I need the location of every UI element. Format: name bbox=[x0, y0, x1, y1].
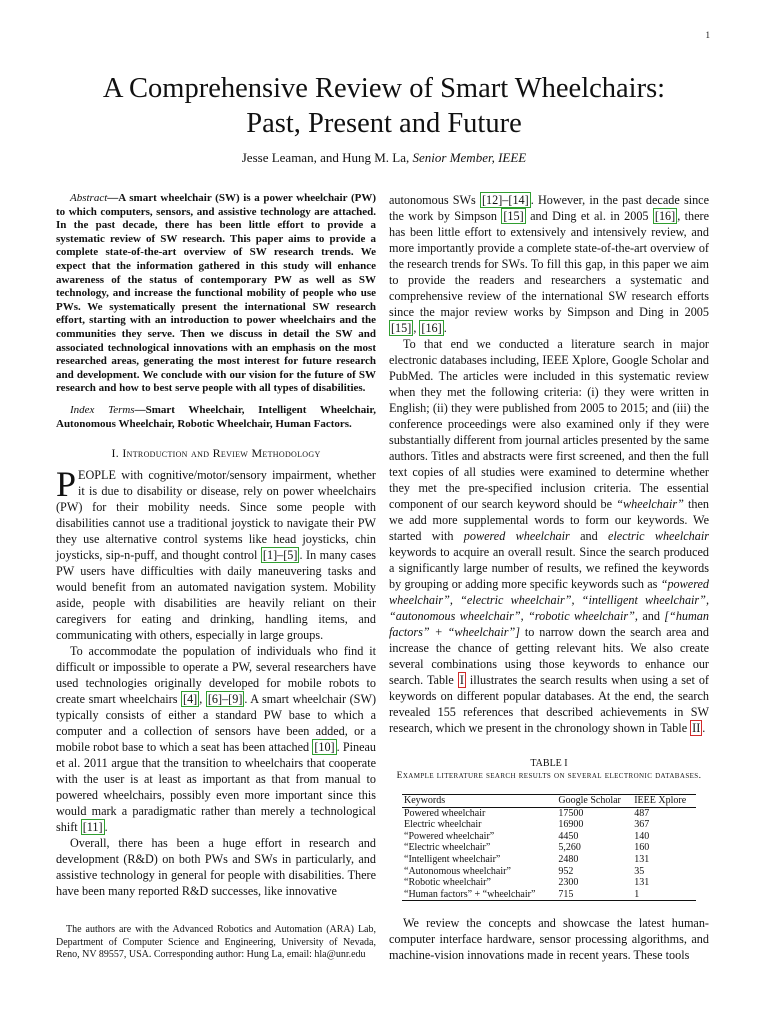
citation-link[interactable]: [11] bbox=[82, 820, 103, 835]
keyword: powered wheelchair bbox=[463, 529, 570, 543]
cell-ieee: 35 bbox=[634, 865, 645, 877]
index-terms-text: —Smart Wheelchair, Intelligent Wheelchair, Autonomous Wheelchair, Robotic Wheelchair, Human Factors. bbox=[56, 403, 376, 430]
author-membership: Senior Member, IEEE bbox=[412, 150, 527, 165]
table-row bbox=[402, 842, 696, 854]
table-row bbox=[402, 889, 696, 901]
p2-text-c: . A smart wheelchair (SW) typically consists of either a standard PW base to which a computer and a collection of sensors have been added, or a mobile robot base to which a seat has been attached bbox=[56, 692, 377, 755]
citation-link[interactable]: [15] bbox=[503, 209, 524, 223]
keyword: “powered wheelchair”, “electric wheelchair”, “intelligent wheelchair”, “autonomous wheelchair”, “robotic wheelchair” bbox=[389, 577, 709, 623]
keyword: “wheelchair” bbox=[616, 497, 684, 511]
cell-ieee: 131 bbox=[634, 853, 650, 865]
header-keywords: Keywords bbox=[402, 795, 556, 808]
search-results-table bbox=[402, 794, 696, 901]
right-paragraph-2 bbox=[389, 336, 709, 736]
table-row bbox=[402, 854, 696, 866]
r2-text-e: , and bbox=[634, 609, 665, 623]
r2-text-f: to narrow down the search area and increase the chance of getting relevant hits. We also create several combinations using those keywords to enhance our search. Table bbox=[389, 625, 709, 687]
intro-paragraph-3: Overall, there has been a huge effort in research and development (R&D) on both PWs and SWs in particularly, and assistive technology in general for people with disabilities. There have been many reported R&D successes, like innovative bbox=[56, 836, 376, 899]
r2-text-c: and bbox=[569, 529, 608, 543]
r1-text-a: autonomous SWs bbox=[389, 193, 480, 207]
paper-title bbox=[0, 71, 768, 141]
cell-keyword: “Human factors” + “wheelchair” bbox=[402, 889, 556, 901]
cell-ieee: 160 bbox=[634, 842, 650, 854]
p2-text-e: . bbox=[104, 820, 108, 835]
page-number: 1 bbox=[705, 30, 710, 40]
cell-ieee: 1 bbox=[632, 889, 696, 901]
table-row bbox=[402, 831, 696, 843]
intro-caps: EOPLE bbox=[78, 468, 116, 483]
cell-keyword: “Autonomous wheelchair” bbox=[404, 865, 511, 877]
table-row bbox=[402, 819, 696, 831]
citation-link[interactable]: [15] bbox=[391, 321, 412, 335]
author-footnote: The authors are with the Advanced Robotics and Automation (ARA) Lab, Department of Computer Science and Engineering, University of Nevada, Reno, NV 89557, USA. Corresponding author: Hung La, email: hla@unr.edu bbox=[56, 924, 376, 960]
abstract-lead: Abstract bbox=[70, 192, 108, 204]
r2-text-b: then we add more supplemental words to form our keywords. We started with bbox=[389, 497, 710, 543]
cell-google: 2480 bbox=[558, 853, 579, 865]
intro-p1-text: with cognitive/motor/sensory impairment, whether it is due to disability or disease, rely on power wheelchairs (PW) for their mobility needs. Since some people with disabilities cannot use a traditional joystick to navigate their PW they use alternative control systems like head joysticks, chin joysticks, sip-n-puff, and thought control bbox=[56, 468, 376, 563]
cell-ieee: 487 bbox=[634, 807, 650, 819]
p2-text-d: . Pineau et al. 2011 argue that the transition to wheelchairs that cooperate with the user is at least as important as that from manual to powered wheelchairs, possibly even more important since this would mark a paradigmatic rather than merely a technological shift bbox=[56, 740, 377, 835]
cell-keyword: “Intelligent wheelchair” bbox=[404, 853, 501, 865]
citation-link[interactable]: [16] bbox=[421, 321, 442, 335]
r2-text-g: illustrates the search results when using a set of keywords on different popular databases. At the end, the search revealed 155 references that described achievements in SW research, which we present in the chronology shown in Table bbox=[389, 673, 709, 735]
drop-cap: P bbox=[56, 464, 77, 505]
table-row bbox=[402, 877, 696, 889]
table-row bbox=[402, 807, 696, 819]
section-title: Introduction and Review Methodology bbox=[122, 446, 321, 461]
r1-text-c: and Ding et al. in 2005 bbox=[525, 209, 653, 223]
cell-google: 2300 bbox=[558, 877, 579, 889]
cell-ieee: 140 bbox=[634, 830, 650, 842]
title-line-1: A Comprehensive Review of Smart Wheelchairs: bbox=[102, 73, 666, 104]
cell-google: 5,260 bbox=[558, 842, 581, 854]
cell-google: 952 bbox=[558, 865, 574, 877]
table-header-row bbox=[402, 795, 696, 808]
right-column bbox=[389, 192, 709, 963]
right-paragraph-1 bbox=[389, 192, 709, 336]
intro-paragraph-2 bbox=[56, 643, 376, 835]
p2-text-a: To accommodate the population of individuals who find it difficult or impossible to operate a PW, several researchers have used technologies originally developed for mobile robots to create smart wheelchairs bbox=[56, 644, 376, 707]
intro-p1-tail: . In many cases PW users have difficulties with daily maneuvering tasks and would benefit from an automated navigation system. Mobility aside, people with disabilities are heavily reliant on their caregivers for eating and drinking, handling items, and communicating with others, especially in large groups. bbox=[56, 548, 376, 643]
author-line bbox=[0, 150, 768, 166]
abstract bbox=[56, 192, 376, 396]
index-terms-lead: Index Terms bbox=[70, 403, 135, 416]
cell-google: 4450 bbox=[558, 830, 579, 842]
cell-keyword: “Electric wheelchair” bbox=[404, 842, 491, 854]
citation-link[interactable]: [1]–[5] bbox=[262, 548, 298, 563]
cell-google: 17500 bbox=[558, 807, 584, 819]
intro-paragraph-1 bbox=[56, 464, 376, 643]
abstract-text: —A smart wheelchair (SW) is a power wheelchair (PW) to which computers, sensors, and assistive technology are attached. In the past decade, there has been little effort to provide a systematic review of SW research. This paper aims to provide a complete state-of-the-art overview of SW research trends. We expect that the information gathered in this study will enhance awareness of the status of contemporary PW as well as SW technology, and increase the functional mobility of people who use PWs. We systematically present the international SW research effort, starting with an introduction to power wheelchairs and the communities they serve. Then we discuss in detail the SW and associated technological innovations with an emphasis on the most researched areas, generating the most interest for future research and development. We conclude with our vision for the future of SW research and how to best serve people with all types of disabilities. bbox=[56, 192, 376, 395]
header-ieee-xplore: IEEE Xplore bbox=[632, 795, 696, 808]
cell-ieee: 131 bbox=[634, 877, 650, 889]
p2-text-b: , bbox=[199, 692, 206, 707]
table-link[interactable]: II bbox=[692, 721, 701, 735]
citation-link[interactable]: [6]–[9] bbox=[207, 692, 243, 707]
author-names: Jesse Leaman, and Hung M. La, bbox=[241, 150, 410, 165]
cell-google: 16900 bbox=[558, 819, 584, 831]
keyword: electric wheelchair bbox=[607, 529, 709, 543]
cell-google: 715 bbox=[556, 889, 632, 901]
title-line-2: Past, Present and Future bbox=[246, 108, 522, 139]
cell-ieee: 367 bbox=[634, 819, 650, 831]
left-column bbox=[56, 192, 376, 899]
r1-text-b: . However, in the past decade since the work by Simpson bbox=[389, 193, 709, 223]
section-heading bbox=[56, 445, 376, 461]
cell-keyword: Electric wheelchair bbox=[404, 819, 482, 831]
table-caption: Example literature search results on several electronic databases. bbox=[396, 771, 702, 781]
r1-text-e: , bbox=[413, 321, 420, 335]
citation-link[interactable]: [12]–[14] bbox=[482, 193, 529, 207]
section-number: I. bbox=[111, 446, 120, 461]
citation-link[interactable]: [10] bbox=[314, 740, 335, 755]
r1-text-f: . bbox=[443, 321, 447, 335]
citation-link[interactable]: [4] bbox=[183, 692, 198, 707]
r1-text-d: , there has been little effort to extensively and intensively review, and more importantly provide a complete state-of-the-art overview of the research trends for SWs. To fill this gap, in this paper we aim to provide the readers and researchers a systematic and comprehensive review of the international SW research efforts since the major review works by Simpson and Ding in 2005 bbox=[389, 209, 710, 319]
r2-text-a: To that end we conducted a literature search in major electronic databases including, IEEE Xplore, Google Scholar and PubMed. The articles were included in this systematic review when they met the following criteria: (i) they were written in English; (ii) they were published from 2005 to 2015; and (iii) the conference proceedings were also examined only if they were substantially different from journal articles presented by the same authors. Titles and abstracts were first screened, and then the full text copies of all studies were examined to determine whether they met the pre-specified inclusion criteria. The essential component of our search keyword should be bbox=[389, 337, 709, 511]
cell-keyword: Powered wheelchair bbox=[404, 807, 486, 819]
r2-text-h: . bbox=[702, 721, 706, 735]
index-terms bbox=[56, 404, 376, 431]
table-label: TABLE I bbox=[530, 758, 568, 769]
table-row bbox=[402, 866, 696, 878]
r2-text-d: keywords to acquire an overall result. Since the search produced a significantly large number of results, we refined the keywords by grouping or adding more specific keywords such as bbox=[389, 545, 709, 591]
table-link[interactable]: I bbox=[459, 673, 464, 687]
citation-link[interactable]: [16] bbox=[654, 209, 676, 223]
header-google-scholar: Google Scholar bbox=[556, 795, 632, 808]
cell-keyword: “Powered wheelchair” bbox=[404, 830, 495, 842]
right-paragraph-3: We review the concepts and showcase the latest human-computer interface hardware, sensor processing algorithms, and machine-vision innovations made in recent years. These tools bbox=[389, 916, 709, 963]
cell-keyword: “Robotic wheelchair” bbox=[404, 877, 491, 889]
keyword: [“human factors” + “wheelchair”] bbox=[389, 609, 709, 639]
